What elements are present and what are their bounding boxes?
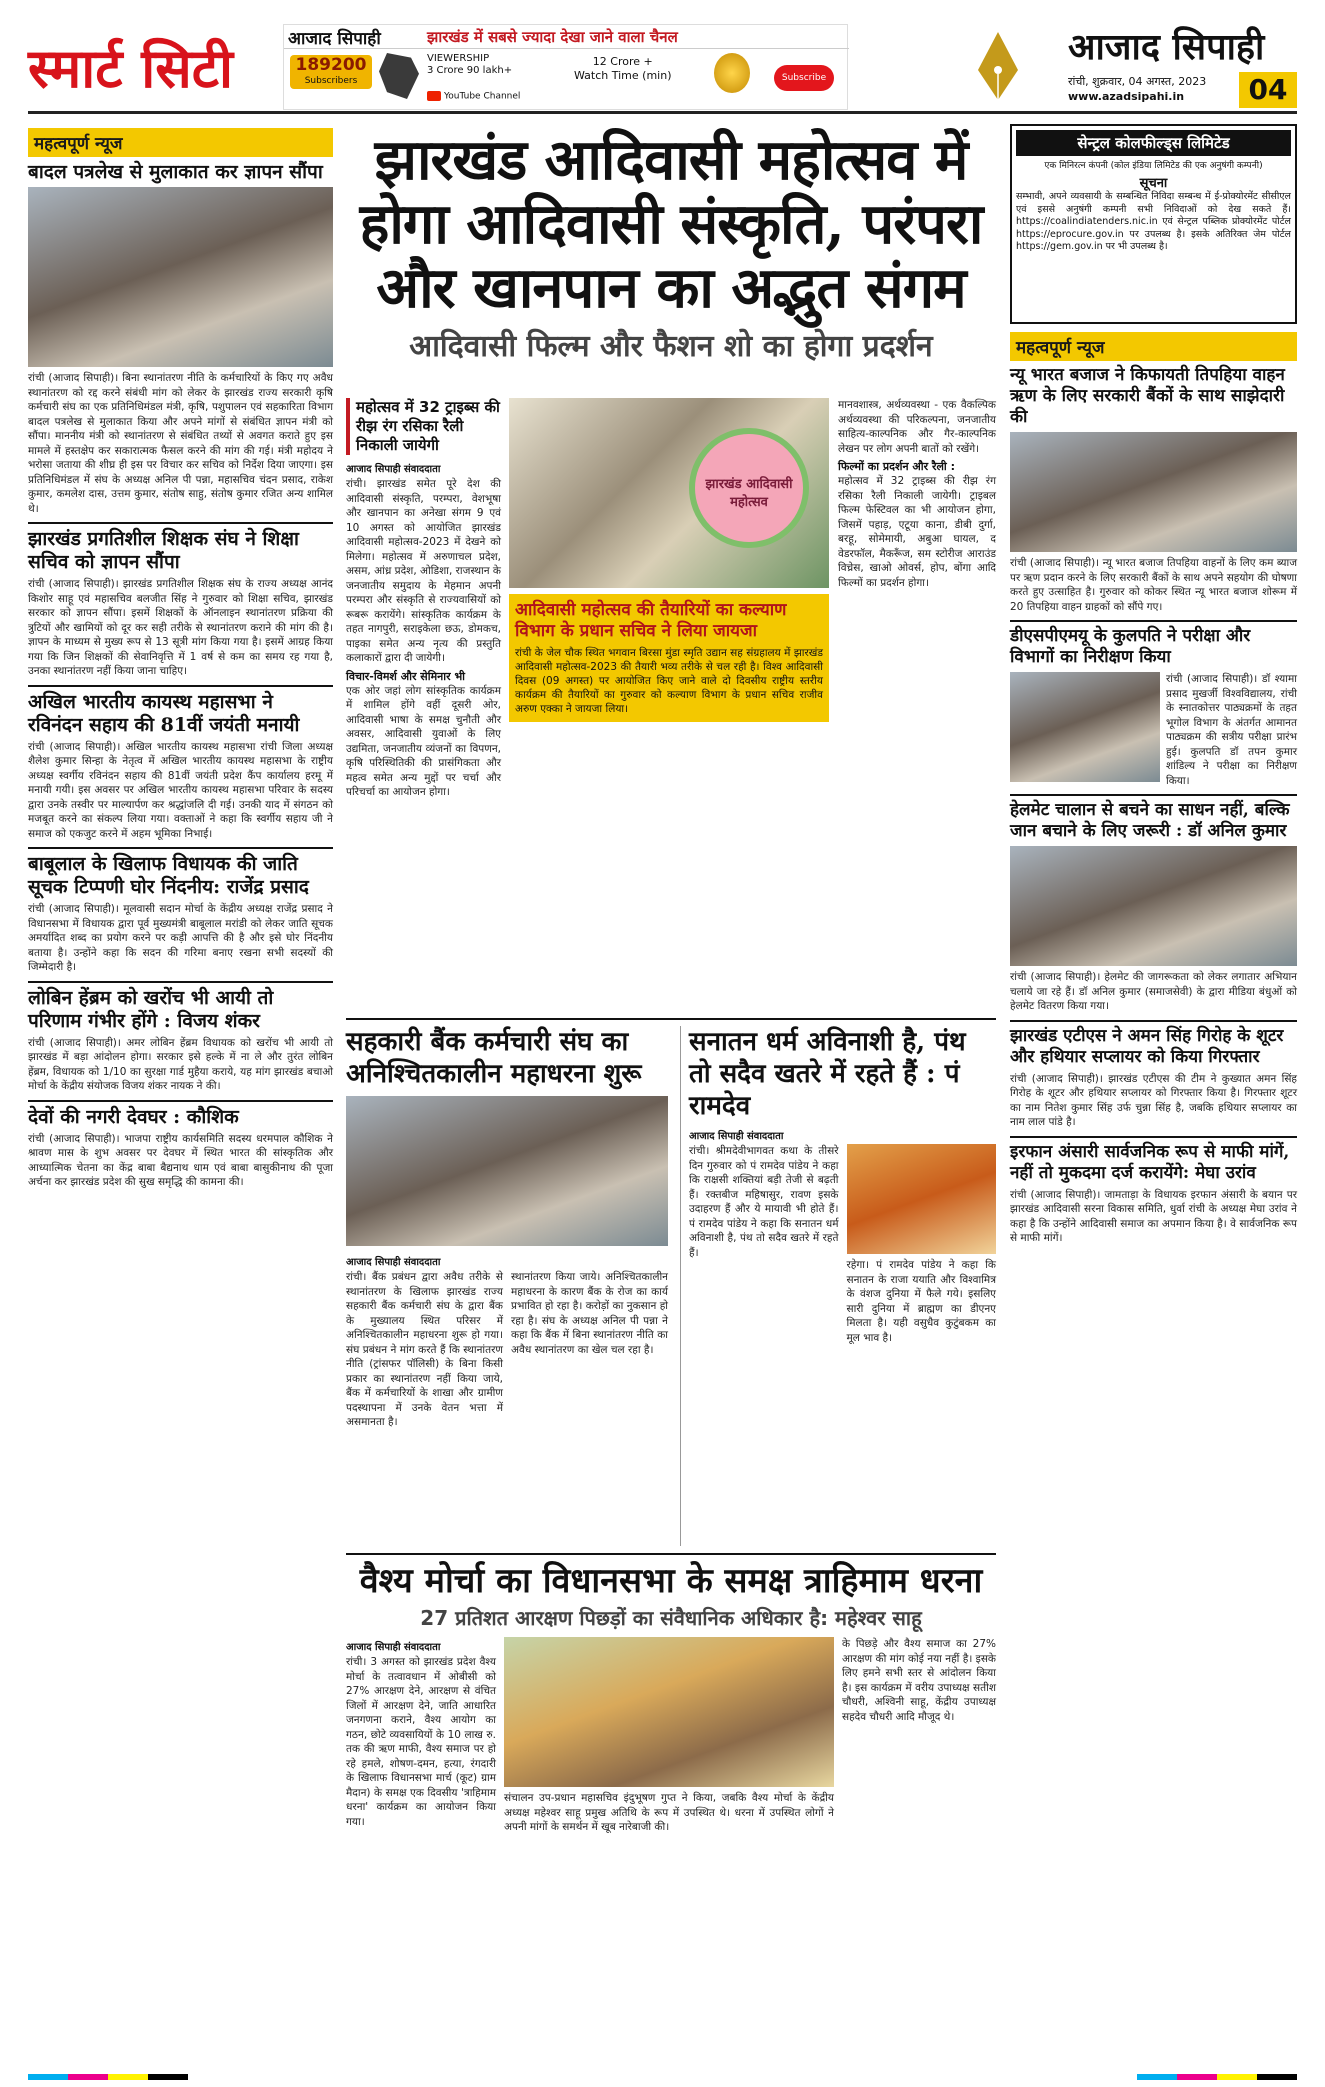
story-byline: आजाद सिपाही संवाददाता xyxy=(346,1257,441,1268)
lead-body-4: महोत्सव में 32 ट्राइब्स की रीझ रंग रसिका रैली निकाली जायेगी। ट्राइबल फिल्म फेस्टिवल का भी आयोजन होगा, जिसमें पहाड़, एटूया काना, डीबी दुर्गा, बरहू, सोमेमायी, अबुआ घायल, द वेडरफॉल, मैकरूँज, सम स्टोरीज आराउंड विच्रेस, खाओ ओवर्स, होप, बोंगा आदि फिल्मों का प्रदर्शन होगा। xyxy=(838,475,996,589)
story-irfan xyxy=(1010,1142,1297,1246)
award-medal-icon xyxy=(714,53,750,93)
promo-channel-name: आजाद सिपाही xyxy=(288,29,381,49)
story-headline: वैश्य मोर्चा का विधानसभा के समक्ष त्राहिमाम धरना xyxy=(359,1561,983,1601)
photo-priest xyxy=(847,1144,997,1254)
story-helmet xyxy=(1010,800,1297,1014)
story-teacher-union xyxy=(28,528,333,679)
viewership-stat: VIEWERSHIP 3 Crore 90 lakh+ xyxy=(427,53,513,76)
center-column xyxy=(346,128,996,2068)
story-dspmu xyxy=(1010,626,1297,788)
lead-body-2: एक ओर जहां लोग सांस्कृतिक कार्यक्रम में शामिल होंगे वहीं दूसरी ओर, आदिवासी भाषा के समक्ष चुनौती और अवसर, आदिवासी युवाओं के लिए उद्यमिता, जनजातीय व्यंजनों का विपणन, कृषि परिस्थितिकी की प्रासंगिकता और महत्व समेत अन्य मुद्दों पर चर्चा और परिचर्चा का आयोजन होगा। xyxy=(346,684,501,798)
lead-byline: आजाद सिपाही संवाददाता xyxy=(346,464,441,475)
youtube-label: YouTube Channel xyxy=(427,91,520,102)
story-body: रांची (आजाद सिपाही)। झारखंड एटीएस की टीम ने कुख्यात अमन सिंह गिरोह के शूटर और हथियार सप्लायर को गिरफ्तार किया है। गिरफ्तार शूटर का नाम नितेश कुमार सिंह उर्फ चुन्ना सिंह है, जबकि हथियार सप्लायर का नाम लाल पांडे है। xyxy=(1010,1072,1297,1128)
story-sanatan xyxy=(680,1026,996,1546)
story-headline: सनातन धर्म अविनाशी है, पंथ तो सदैव खतरे में रहते हैं : पं रामदेव xyxy=(689,1027,966,1121)
watch-time-stat: 12 Crore + Watch Time (min) xyxy=(574,55,672,82)
left-column xyxy=(28,128,333,2068)
story-body: रांची (आजाद सिपाही)। हेलमेट की जागरूकता को लेकर लगातार अभियान चलाये जा रहे हैं। डॉ अनिल कुमार (समाजसेवी) के द्वारा मीडिया बंधुओं को हेलमेट वितरण किया गया। xyxy=(1010,971,1297,1012)
registration-color-strip xyxy=(28,2074,1297,2080)
lead-subheadline: आदिवासी फिल्म और फैशन शो का होगा प्रदर्शन xyxy=(409,329,933,364)
notice-company: सेन्ट्रल कोलफील्ड्स लिमिटेड xyxy=(1016,130,1291,156)
story-badal-memo xyxy=(28,161,333,516)
newspaper-brand xyxy=(1068,26,1297,110)
story-headline: इरफान अंसारी सार्वजनिक रूप से माफी मांगें, नहीं तो मुकदमा दर्ज करायेंगे: मेघा उरांव xyxy=(1010,1141,1290,1183)
lead-body-3: मानवशास्त्र, अर्थव्यवस्था - एक वैकल्पिक अर्थव्यवस्था की परिकल्पना, जनजातीय साहित्य-काल्पनिक और गैर-काल्पनिक लेखन पर लोग अपनी बातों को रखेंगे। xyxy=(838,399,996,455)
story-headline: झारखंड प्रगतिशील शिक्षक संघ ने शिक्षा सचिव को ज्ञापन सौंपा xyxy=(28,528,299,573)
channel-promo xyxy=(283,24,848,110)
lead-story xyxy=(346,398,996,1018)
story-body-2: स्थानांतरण किया जाये। अनिश्चितकालीन महाधरना के कारण बैंक के रोज का कार्य प्रभावित हो रहा है। करोड़ों का नुकसान हो रहा है। संघ के अध्यक्ष अनिल पी पन्ना ने कहा कि बैंक में बिना स्थानांतरण नीति का अवैध स्थानांतरण का खेल चल रहा है। xyxy=(511,1271,668,1356)
inspection-body: रांची के जेल चौक स्थित भगवान बिरसा मुंडा स्मृति उद्यान सह संग्रहालय में झारखंड आदिवासी महोत्सव-2023 की तैयारी भव्य तरीके से चल रही है। विश्व आदिवासी दिवस (09 अगस्त) पर आयोजित किए जाने वाले दो दिवसीय राष्ट्रीय स्तरीय कार्यक्रम की तैयारियों का गुरुवार को कल्याण विभाग के प्रधान सचिव राजीव अरुण एक्का ने जायजा लिया। xyxy=(515,647,823,715)
subscribe-button[interactable]: Subscribe NOW xyxy=(774,65,834,91)
story-bajaj xyxy=(1010,365,1297,614)
newspaper-title: आजाद सिपाही xyxy=(1068,26,1265,68)
masthead xyxy=(28,22,1297,114)
subscriber-badge: 189200 Subscribers xyxy=(290,55,372,89)
pen-nib-icon xyxy=(973,30,1023,102)
story-vaishya-morcha xyxy=(346,1560,996,2068)
story-deoghar xyxy=(28,1106,333,1190)
story-body: रांची (आजाद सिपाही)। डॉ श्यामा प्रसाद मुखर्जी विश्वविद्यालय, रांची के स्नातकोत्तर पाठ्यक्रमों के तहत भूगोल विभाग के अंतर्गत आमानत पाठ्यक्रम की सत्रीय परीक्षा प्रारंभ हुई। कुलपति डॉ तपन कुमार शांडिल्य ने परीक्षा का निरीक्षण किया। xyxy=(1166,673,1297,787)
notice-title: सूचना xyxy=(1139,176,1168,191)
story-headline: डीएसपीएमयू के कुलपति ने परीक्षा और विभागों का निरीक्षण किया xyxy=(1010,626,1251,667)
right-column xyxy=(1010,124,1297,2068)
inspection-box xyxy=(509,594,829,722)
edition-date: रांची, शुक्रवार, 04 अगस्त, 2023 xyxy=(1068,75,1207,88)
section-tag-important-news: महत्वपूर्ण न्यूज xyxy=(28,128,333,157)
story-body: रांची (आजाद सिपाही)। झारखंड प्रगतिशील शिक्षक संघ के राज्य अध्यक्ष आनंद किशोर साहू एवं महासचिव बलजीत सिंह ने गुरुवार को शिक्षा सचिव, झारखंड सरकार को ज्ञापन सौंपा। इसमें शिक्षकों के ऑनलाइन स्थानांतरण प्रक्रिया की त्रुटियों और खामियों को दूर कर सही तरीके से स्थानांतरण कराने की मांग की है। ज्ञापन के माध्यम से मुख्य रूप से 13 सूत्री मांग किया गया है। इसमें आग्रह किया गया कि जिन शिक्षकों की सेवानिवृत्ति में 1 वर्ष से कम का समय रह गया है, उनका स्थानांतरण नहीं किया जाना चाहिए। xyxy=(28,578,333,677)
story-body: रांची (आजाद सिपाही)। अमर लोबिन हेंब्रम विधायक को खरोंच भी आयी तो झारखंड में बड़ा आंदोलन होगा। सरकार इसे हल्के में ना ले और तुरंत लोबिन हेंब्रम, विधायक को 1/10 का सुरक्षा गार्ड मुहैया कराये, यह मांग झारखंड बचाओ मोर्चा के केंद्रीय संयोजक विजय शंकर नायक ने की। xyxy=(28,1036,333,1092)
story-headline: झारखंड एटीएस ने अमन सिंह गिरोह के शूटर और हथियार सप्लायर को किया गिरफ्तार xyxy=(1010,1025,1284,1067)
smart-city-brand: स्मार्ट सिटी xyxy=(28,36,233,100)
story-subheadline: 27 प्रतिशत आरक्षण पिछड़ों का संवैधानिक अधिकार है: महेश्वर साहू xyxy=(420,1606,922,1630)
notice-body: सम्भावी, अपने व्यवसायी के सम्बन्धित निविदा सम्बन्ध में ई-प्रोक्योरमेंट सीसीएल एवं इससे अनुषंगी कम्पनी सभी निविदाओं को देख सकते हैं। https://coalindiatenders.nic.in एवं सेन्ट्रल पब्लिक प्रोक्योरमेंट पोर्टल https://eprocure.gov.in पर उपलब्ध है। इसके अतिरिक्त जेम पोर्टल https://gem.gov.in पर भी उपलब्ध है। xyxy=(1016,191,1291,252)
story-body: रांची (आजाद सिपाही)। जामताड़ा के विधायक इरफान अंसारी के बयान पर झारखंड आदिवासी सरना विकास समिति, धुर्वा रांची के अध्यक्ष मेघा उरांव ने कहा है कि उन्होंने आदिवासी समाज का अपमान किया है। वे सार्वजनिक रूप से माफी मांगें। xyxy=(1010,1188,1297,1244)
story-body: रांची। 3 अगस्त को झारखंड प्रदेश वैश्य मोर्चा के तत्वावधान में ओबीसी को 27% आरक्षण देने, आरक्षण से वंचित जिलों में आरक्षण देने, जाति आधारित जनगणना कराने, वैश्य आयोग का गठन, छोटे व्यवसायियों के 10 लाख रु. तक की ऋण माफी, वैश्य समाज पर हो रहे हमले, शोषण-दमन, हत्या, रंगदारी के खिलाफ विधानसभा मार्च (कूट) ग्राम मैदान) के समक्ष एक दिवसीय 'त्राहिमाम धरना' कार्यक्रम का आयोजन किया गया। xyxy=(346,1656,496,1828)
story-body: रांची। बैंक प्रबंधन द्वारा अवैध तरीके से स्थानांतरण के खिलाफ झारखंड राज्य सहकारी बैंक कर्मचारी संघ के द्वारा बैंक के मुख्यालय स्थित परिसर में अनिश्चितकालीन महाधरना शुरू हो गया। संघ प्रबंधन ने मांग करते हैं कि स्थानांतरण नीति (ट्रांसफर पॉलिसी) के बिना किसी प्रकार का स्थानांतरण नहीं किया जाये, बैंक में कर्मचारियों के शाखा और ग्रामीण पदस्थापना में उनके वेतन भत्ता में असमानता है। xyxy=(346,1271,503,1428)
story-byline: आजाद सिपाही संवाददाता xyxy=(689,1131,784,1142)
story-headline: लोबिन हेंब्रम को खरोंच भी आयी तो परिणाम गंभीर होंगे : विजय शंकर xyxy=(28,986,274,1032)
story-body: रांची (आजाद सिपाही)। बिना स्थानांतरण नीति के कर्मचारियों के किए गए अवैध स्थानांतरण को रद्द करने संबंधी मांग को लेकर के झारखंड राज्य सरकारी कृषि कर्मचारी संघ का एक प्रतिनिधिमंडल मंत्री, कृषि, पशुपालन एवं सहकारिता विभाग बादल पत्रलेख से मुलाकात किया और अपने मांगों से संबंधित ज्ञापन मंत्री को सौंपा। माननीय मंत्री को स्थानांतरण से संबंधित तथ्यों से अवगत कराते हुए इस मामले में हस्तक्षेप कर सकारात्मक फैसल करने की मांग की गई। मंत्री महोदय ने भरोसा जताया की शीघ्र ही इस पर विचार कर सचिव को निर्देश दिया जाएगा। इस प्रतिनिधिमंडल में संघ के अध्यक्ष अनिल पी पन्ना, महासचिव चंदन प्रसाद, राकेश कुमार, कमलेश दास, उत्तम कुमार, संतोष साहु, संतोष कुमार रजित अन्य शामिल थे। xyxy=(28,372,333,515)
story-body: रांची (आजाद सिपाही)। भाजपा राष्ट्रीय कार्यसमिति सदस्य धरमपाल कौशिक ने श्रावण मास के शुभ अवसर पर देवघर में स्थित भारत की सांस्कृतिक और आध्यात्मिक चेतना का केंद्र बाबा बैद्यनाथ धाम एवं बाबा बासुकीनाथ की पूजा अर्चना कर झारखंड प्रदेश की सुख समृद्धि की कामना की। xyxy=(28,1132,333,1188)
story-headline: बादल पत्रलेख से मुलाकात कर ज्ञापन सौंपा xyxy=(28,161,323,183)
website-url[interactable]: www.azadsipahi.in xyxy=(1068,90,1185,103)
photo-bajaj xyxy=(1010,432,1297,552)
festival-logo: झारखंड आदिवासी महोत्सव xyxy=(689,428,809,548)
photo-exam-hall xyxy=(1010,672,1160,782)
story-ats xyxy=(1010,1026,1297,1130)
story-body-2: रहेगा। पं रामदेव पांडेय ने कहा कि सनातन के राजा ययाति और विश्वामित्र के वंशज दुनिया में फैले गये। इसलिए सारी दुनिया में ब्राह्मण का डीएनए मिलता है। यही वसुधैव कुटुंबकम का मूल भाव है। xyxy=(846,1259,996,1344)
photo-festival-banner xyxy=(509,398,829,588)
lead-subsection: विचार-विमर्श और सेमिनार भी xyxy=(346,669,466,683)
lead-headline: झारखंड आदिवासी महोत्सव में होगा आदिवासी संस्कृति, परंपरा और खानपान का अद्भुत संगम xyxy=(359,127,983,321)
story-body-3: के पिछड़े और वैश्य समाज का 27% आरक्षण की मांग कोई नया नहीं है। इसके लिए हमने सभी स्तर से आंदोलन किया है। इस कार्यक्रम में वरीय उपाध्यक्ष सतीश चौधरी, अश्विनी साहू, केंद्रीय उपाध्यक्ष सहदेव चौधरी आदि मौजूद थे। xyxy=(842,1638,996,1723)
story-headline: सहकारी बैंक कर्मचारी संघ का अनिश्चितकालीन महाधरना शुरू xyxy=(346,1027,642,1089)
story-kayastha xyxy=(28,691,333,842)
story-coop-bank xyxy=(346,1026,668,1546)
inspection-headline: आदिवासी महोत्सव की तैयारियों का कल्याण विभाग के प्रधान सचिव ने लिया जायजा xyxy=(515,600,787,641)
story-body: रांची। श्रीमदेवीभागवत कथा के तीसरे दिन गुरुवार को पं रामदेव पांडेय ने कहा कि राक्षसी शक्तियां बड़ी तेजी से बढ़ती हैं। रक्तबीज महिषासुर, रावण इसके उदाहरण हैं और ये मायावी भी होते हैं। पं रामदेव पांडेय ने कहा कि सनातन धर्म अविनाशी है, पंथ तो सदैव खतरे में रहते हैं। xyxy=(689,1145,839,1259)
photo-delegation xyxy=(28,187,333,367)
page-number: 04 xyxy=(1239,72,1297,108)
story-headline: देवों की नगरी देवघर : कौशिक xyxy=(28,1105,239,1128)
notice-subtitle: एक मिनिरत्न कंपनी (कोल इंडिया लिमिटेड की एक अनुषंगी कम्पनी) xyxy=(1044,161,1263,171)
lead-pull-quote: महोत्सव में 32 ट्राइब्स की रीझ रंग रसिका रैली निकाली जायेगी xyxy=(346,398,501,455)
promo-tagline: झारखंड में सबसे ज्यादा देखा जाने वाला चैनल xyxy=(427,28,678,46)
story-body: रांची (आजाद सिपाही)। मूलवासी सदान मोर्चा के केंद्रीय अध्यक्ष राजेंद्र प्रसाद ने विधानसभा में विधायक द्वारा पूर्व मुख्यमंत्री बाबूलाल मरांडी को लेकर जाति सूचक अमर्यादित शब्द का प्रयोग करने पर कड़ी आपत्ति की है और इसे घोर निंदनीय बताया है। उन्होंने कहा कि सदन की गरिमा बनाए रखना सभी सदस्यों की जिम्मेदारी है। xyxy=(28,903,333,973)
ccl-notice xyxy=(1010,124,1297,324)
story-headline: अखिल भारतीय कायस्थ महासभा ने रविनंदन सहाय की 81वीं जयंती मनायी xyxy=(28,690,300,736)
story-headline: न्यू भारत बजाज ने किफायती तिपहिया वाहन ऋण के लिए सरकारी बैंकों के साथ साझेदारी की xyxy=(1010,365,1285,427)
photo-dharna xyxy=(504,1637,834,1787)
section-tag-important-news: महत्वपूर्ण न्यूज xyxy=(1010,332,1297,361)
story-body: रांची (आजाद सिपाही)। अखिल भारतीय कायस्थ महासभा रांची जिला अध्यक्ष शैलेश कुमार सिन्हा के नेतृत्व में अखिल भारतीय कायस्थ महासभा के राष्ट्रीय अध्यक्ष स्वर्गीय रविनंदन सहाय की 81वीं जयंती प्रदेश कैंप कार्यालय हरमू में मनायी गयी। इस अवसर पर अखिल भारतीय कायस्थ महासभा परिवार के सदस्य द्वारा उनके तस्वीर पर माल्यार्पण कर श्रद्धांजलि दी गई। उनकी याद में संगठन को मजबूत करने का संकल्प लिया गया। वक्ताओं ने कहा कि स्वर्गीय सहाय जी ने समाज को एकजुट करने में अहम भूमिका निभाई। xyxy=(28,740,333,840)
story-headline: हेलमेट चालान से बचने का साधन नहीं, बल्कि जान बचाने के लिए जरूरी : डॉ अनिल कुमार xyxy=(1010,800,1290,841)
story-body-2: संचालन उप-प्रधान महासचिव इंदुभूषण गुप्त ने किया, जबकि वैश्य मोर्चा के केंद्रीय अध्यक्ष महेश्वर साहू प्रमुख अतिथि के रूप में उपस्थित थे। धरना में उपस्थित लोगों ने अपनी मांगों के समर्थन में खूब नारेबाजी की। xyxy=(504,1792,834,1833)
story-byline: आजाद सिपाही संवाददाता xyxy=(346,1642,441,1653)
jharkhand-map-icon xyxy=(379,53,419,99)
story-babulal xyxy=(28,853,333,975)
story-headline: बाबूलाल के खिलाफ विधायक की जाति सूचक टिप्पणी घोर निंदनीय: राजेंद्र प्रसाद xyxy=(28,853,309,898)
youtube-icon xyxy=(427,91,441,101)
photo-bank-protest xyxy=(346,1096,668,1246)
lead-subsection-film: फिल्मों का प्रदर्शन और रैली : xyxy=(838,460,956,473)
photo-helmet-distribution xyxy=(1010,846,1297,966)
story-body: रांची (आजाद सिपाही)। न्यू भारत बजाज तिपहिया वाहनों के लिए कम ब्याज पर ऋण प्रदान करने के लिए सरकारी बैंकों के साथ अपने सहयोग की घोषणा करते हुए उत्साहित है। गुरुवार को कोकर स्थित न्यू भारत बजाज शोरूम में 20 तिपहिया वाहन ग्राहकों को सौंपे गए। xyxy=(1010,557,1297,613)
story-lobin xyxy=(28,987,333,1094)
lead-body: रांची। झारखंड समेत पूरे देश की आदिवासी संस्कृति, परम्परा, वेशभूषा और खानपान का अनेखा संगम 9 एवं 10 अगस्त को आयोजित झारखंड आदिवासी महोत्सव-2023 में देखने को मिलेगा। महोत्सव में अरुणाचल प्रदेश, असम, आंध्र प्रदेश, ओडिशा, राजस्थान के जनजातीय समुदाय के मेहमान अपनी परम्परा और संस्कृति से राज्यवासियों को रूबरू करायेंगे। सांस्कृतिक कार्यक्रम के तहत नागपुरी, सराइकेला छऊ, डोमकच, पाइका समेत अन्य नृत्य की प्रस्तुति कलाकारों द्वारा दी जायेगी। xyxy=(346,478,501,664)
